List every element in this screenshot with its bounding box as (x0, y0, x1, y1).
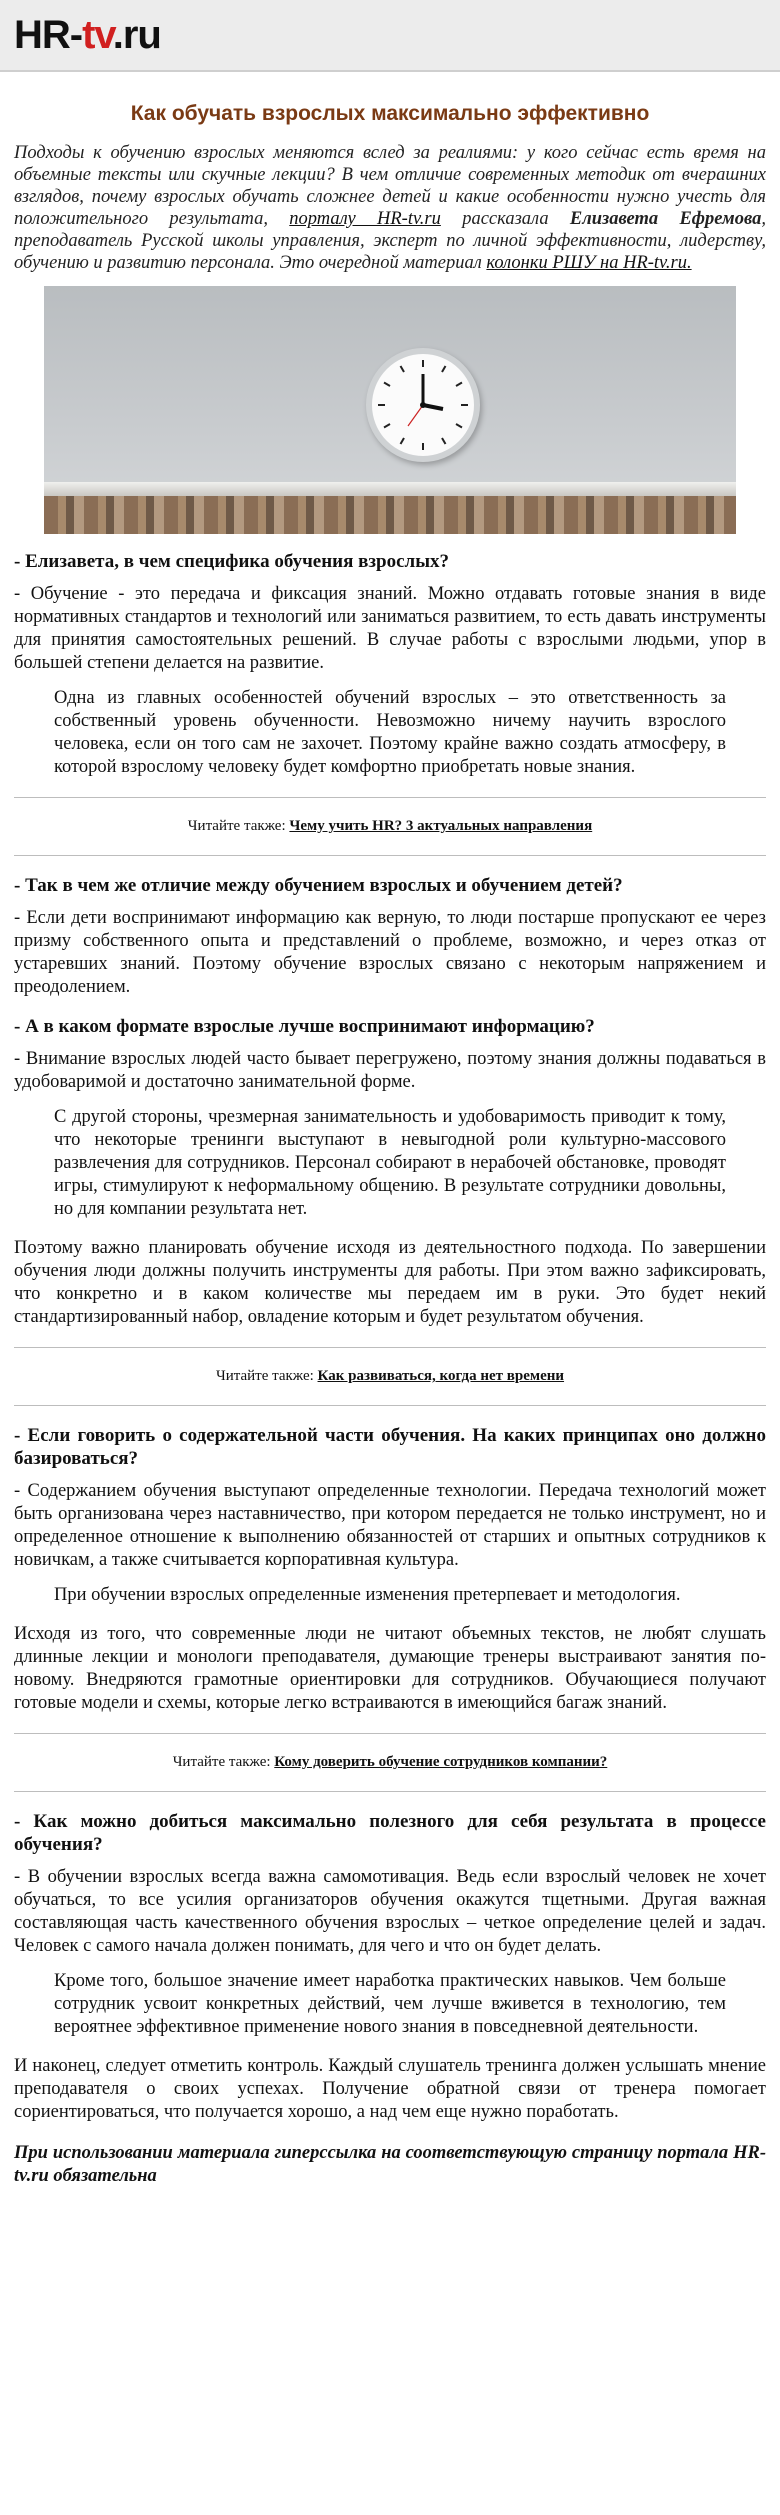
read-also-label: Читайте также: (215, 1368, 314, 1384)
site-logo[interactable] (14, 13, 161, 58)
quote-3: При обучении взрослых определенные изменения претерпевает и методология. (54, 1585, 681, 1605)
clock-image (366, 348, 480, 462)
photo-ledge (44, 482, 736, 496)
photo-brick-wall (44, 496, 736, 534)
question-3: - А в каком формате взрослые лучше воспринимают информацию? (14, 1016, 595, 1037)
answer-4: - Содержанием обучения выступают определенные технологии. Передача технологий может быть организована через наставничество, при котором передается не только инструмент, но и определенное отношение к выполнению обязанностей от старших и опытных сотрудников к новичкам, а также считывается корпоративная культура. (14, 1481, 766, 1570)
read-also-link[interactable]: Как развиваться, когда нет времени (317, 1368, 565, 1384)
site-header (0, 0, 780, 72)
intro-text: Подходы к обучению взрослых меняются вслед за реалиями: у кого сейчас есть время на объемные тексты или скучные лекции? В чем отличие современных методик от вчерашних взглядов, почему взрослых обучать сложнее детей и какие особенности нужно учесть для положительного результата, (14, 143, 766, 229)
read-also-label: Читайте также: (172, 1754, 271, 1770)
article-body (0, 102, 780, 2188)
read-also-label: Читайте также: (187, 818, 286, 834)
read-also-2 (14, 1347, 766, 1406)
paragraph-5b: И наконец, следует отметить контроль. Каждый слушатель тренинга должен услышать мнение преподавателя о своих успехах. Получение обратной связи от тренера помогает сориентироваться, что получается хорошо, а над чем еще нужно поработать. (14, 2056, 766, 2122)
answer-3: - Внимание взрослых людей часто бывает перегружено, поэтому знания должны подаваться в удобоваримой и достаточно занимательной форме. (14, 1049, 766, 1092)
read-also-link[interactable]: Чему учить HR? 3 актуальных направления (289, 818, 593, 834)
author-name: Елизавета Ефремова (569, 209, 762, 229)
paragraph-4b: Исходя из того, что современные люди не читают объемных текстов, не любят слушать длинные лекции и монологи преподавателя, думающие тренеры выстраивают занятия по-новому. Внедряются грамотные ориентировки для сотрудников. Обучающиеся получают готовые модели и схемы, которые легко встраиваются в имеющийся багаж знаний. (14, 1624, 766, 1713)
copyright-note: При использовании материала гиперссылка на соответствующую страницу портала HR-tv.ru обязательна (14, 2143, 766, 2186)
portal-link[interactable]: порталу HR-tv.ru (289, 209, 441, 229)
logo-text-accent: tv (82, 12, 113, 57)
intro-text: , преподаватель Русской школы управления, эксперт по личной эффективности, лидерству, обучению и развитию персонала. Это очередной материал (14, 209, 766, 273)
article-title: Как обучать взрослых максимально эффективно (130, 102, 650, 125)
read-also-link[interactable]: Кому доверить обучение сотрудников компании? (274, 1754, 608, 1770)
quote-4: Кроме того, большое значение имеет наработка практических навыков. Чем больше сотрудник усвоит конкретных действий, чем лучше вживется в технологию, тем вероятнее эффективное применение нового знания в повседневной деятельности. (54, 1971, 726, 2037)
read-also-3 (14, 1733, 766, 1792)
question-4: - Если говорить о содержательной части обучения. На каких принципах оно должно базироваться? (14, 1425, 766, 1469)
question-1: - Елизавета, в чем специфика обучения взрослых? (14, 551, 450, 572)
intro-text: рассказала (440, 209, 570, 229)
answer-5: - В обучении взрослых всегда важна самомотивация. Ведь если взрослый человек не хочет обучаться, то все усилия организаторов обучения окажутся тщетными. Другая важная составляющая часть качественного обучения взрослых – четкое определение целей и задач. Человек с самого начала должен понимать, для чего и что он будет делать. (14, 1867, 766, 1956)
answer-1: - Обучение - это передача и фиксация знаний. Можно отдавать готовые знания в виде нормативных стандартов и технологий или заниматься развитием, то есть давать инструменты для принятия самостоятельных решений. В случае работы с взрослыми людьми, упор в большей степени делается на развитие. (14, 584, 766, 673)
column-link[interactable]: колонки РШУ на HR-tv.ru. (486, 253, 692, 273)
read-also-1 (14, 797, 766, 856)
quote-1: Одна из главных особенностей обучений взрослых – это ответственность за собственный уровень обученности. Невозможно ничему научить взрослого человека, если он того сам не захочет. Поэтому крайне важно создать атмосферу, в которой взрослому человеку будет комфортно приобретать новые знания. (54, 688, 726, 777)
answer-2: - Если дети воспринимают информацию как верную, то люди постарше пропускают ее через призму собственного опыта и представлений о проблеме, возможно, и через отказ от устаревших знаний. Поэтому обучение взрослых связано с некоторым напряжением и преодолением. (14, 908, 766, 997)
article-photo (44, 286, 736, 534)
quote-2: С другой стороны, чрезмерная занимательность и удобоваримость приводит к тому, что некоторые тренинги выступают в невыгодной роли культурно-массового развлечения для сотрудников. Персонал собирают в нерабочей обстановке, проводят игры, стимулируют к неформальному общению. В результате сотрудники довольны, но для компании результата нет. (54, 1107, 726, 1219)
logo-text-pre: HR- (14, 12, 83, 57)
question-5: - Как можно добиться максимально полезного для себя результата в процессе обучения? (14, 1811, 766, 1855)
logo-text-post: .ru (112, 12, 161, 57)
article-intro (14, 142, 766, 274)
question-2: - Так в чем же отличие между обучением взрослых и обучением детей? (14, 875, 623, 896)
paragraph-3b: Поэтому важно планировать обучение исходя из деятельностного подхода. По завершении обучения люди должны получить инструменты для работы. При этом важно зафиксировать, что конкретно и в каком количестве мы передаем им в руки. Это будет некий стандартизированный набор, овладение которым и будет результатом обучения. (14, 1238, 766, 1327)
